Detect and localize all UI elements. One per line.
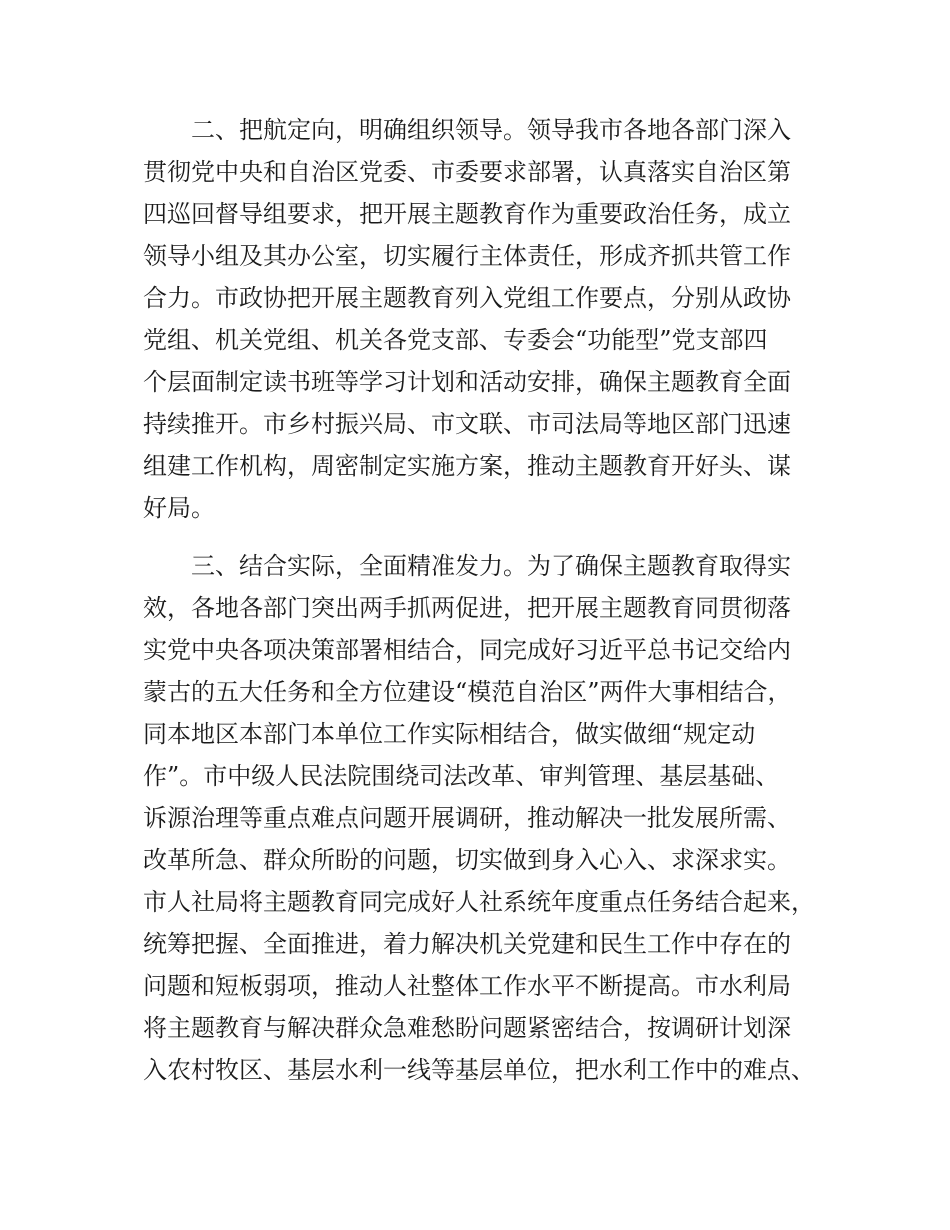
text-line: 入农村牧区、基层水利一线等基层单位，把水利工作中的难点、 xyxy=(143,1056,815,1084)
paragraph-3 xyxy=(143,545,815,1091)
text-line: 党组、机关党组、机关各党支部、专委会“功能型”党支部四 xyxy=(143,326,768,354)
text-line: 同本地区本部门本单位工作实际相结合，做实做细“规定动 xyxy=(143,720,756,748)
text-line: 四巡回督导组要求，把开展主题教育作为重要政治任务，成立 xyxy=(143,200,791,228)
text-line: 实党中央各项决策部署相结合，同完成好习近平总书记交给内 xyxy=(143,636,791,664)
text-line: 贯彻党中央和自治区党委、市委要求部署，认真落实自治区第 xyxy=(143,158,791,186)
text-line: 将主题教育与解决群众急难愁盼问题紧密结合，按调研计划深 xyxy=(143,1014,791,1042)
text-line: 二、把航定向，明确组织领导。领导我市各地各部门深入 xyxy=(191,116,791,144)
text-line: 合力。市政协把开展主题教育列入党组工作要点，分别从政协 xyxy=(143,284,791,312)
text-line: 领导小组及其办公室，切实履行主体责任，形成齐抓共管工作 xyxy=(143,242,791,270)
text-line: 诉源治理等重点难点问题开展调研，推动解决一批发展所需、 xyxy=(143,804,791,832)
paragraph-2 xyxy=(143,109,791,529)
text-line: 个层面制定读书班等学习计划和活动安排，确保主题教育全面 xyxy=(143,368,791,396)
text-line: 效，各地各部门突出两手抓两促进，把开展主题教育同贯彻落 xyxy=(143,594,791,622)
text-line: 组建工作机构，周密制定实施方案，推动主题教育开好头、谋 xyxy=(143,452,791,480)
text-line: 统筹把握、全面推进，着力解决机关党建和民生工作中存在的 xyxy=(143,930,791,958)
text-line: 改革所急、群众所盼的问题，切实做到身入心入、求深求实。 xyxy=(143,846,791,874)
text-line: 市人社局将主题教育同完成好人社系统年度重点任务结合起来， xyxy=(143,888,815,916)
text-line: 问题和短板弱项，推动人社整体工作水平不断提高。市水利局 xyxy=(143,972,791,1000)
text-line: 蒙古的五大任务和全方位建设“模范自治区”两件大事相结合， xyxy=(143,678,792,706)
text-line: 三、结合实际，全面精准发力。为了确保主题教育取得实 xyxy=(191,552,791,580)
text-line: 作”。市中级人民法院围绕司法改革、审判管理、基层基础、 xyxy=(143,762,780,790)
text-line: 持续推开。市乡村振兴局、市文联、市司法局等地区部门迅速 xyxy=(143,410,791,438)
text-line: 好局。 xyxy=(143,494,215,522)
